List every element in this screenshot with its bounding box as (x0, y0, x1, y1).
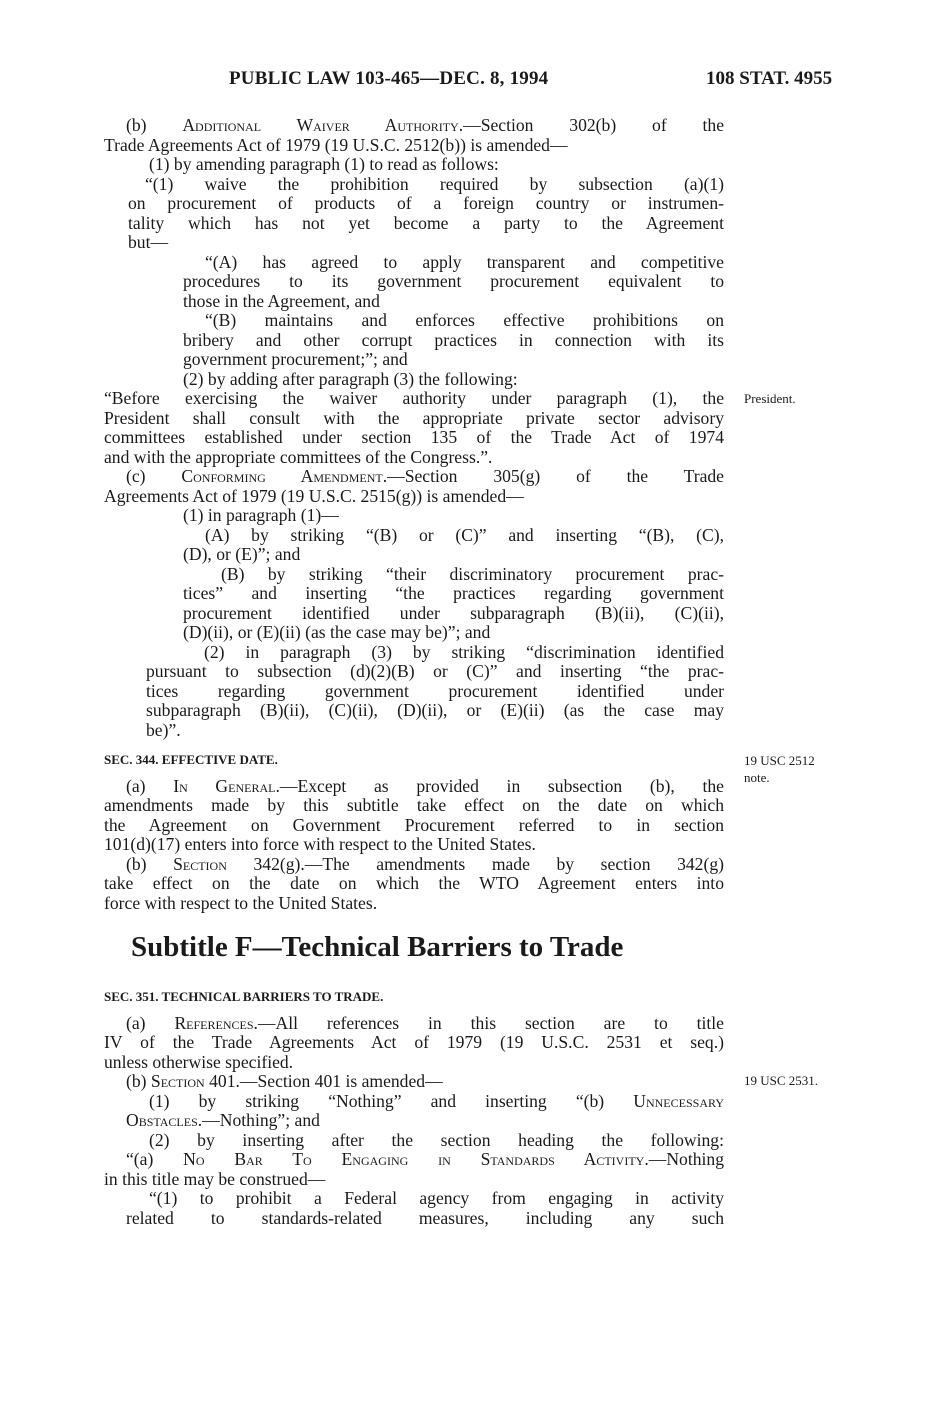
text-line: IV of the Trade Agreements Act of 1979 (19 U.S.C. 2531 et seq.) (104, 1033, 724, 1052)
text-line: (2) by inserting after the section heading the following: (149, 1130, 724, 1150)
text-line: bribery and other corrupt practices in connection with its (183, 330, 724, 350)
section-351 (104, 987, 724, 1228)
text-line: committees established under section 135 of the Trade Act of 1974 (104, 428, 724, 447)
text-line: 101(d)(17) enters into force with respect to the United States. (104, 834, 536, 854)
text-line: (B) by striking “their discriminatory procurement prac- (221, 564, 724, 584)
text-line: (1) in paragraph (1)— (183, 505, 339, 525)
section-heading: SEC. 344. EFFECTIVE DATE. (104, 752, 278, 767)
text-line: Agreements Act of 1979 (19 U.S.C. 2515(g)) is amended— (104, 485, 524, 506)
text-line: (2) in paragraph (3) by striking “discrimination identified (204, 642, 724, 662)
text-line: (a) References.—All references in this section are to title (126, 1013, 724, 1033)
margin-note-usc-2512-note: note. (744, 770, 770, 785)
text-line: (1) by amending paragraph (1) to read as follows: (149, 154, 499, 174)
text-line: (D)(ii), or (E)(ii) (as the case may be)”; and (183, 622, 491, 642)
text-line: (b) Section 342(g).—The amendments made by section 342(g) (126, 854, 724, 874)
text-line: tices” and inserting “the practices regarding government (183, 584, 724, 603)
text-line: “(1) to prohibit a Federal agency from engaging in activity (149, 1189, 724, 1208)
subsection-c-conforming (104, 467, 724, 740)
text-line: “(A) has agreed to apply transparent and competitive (205, 252, 724, 272)
text-line: pursuant to subsection (d)(2)(B) or (C)” and inserting “the prac- (146, 662, 724, 681)
text-line: be)”. (146, 719, 181, 740)
text-line: (2) by adding after paragraph (3) the following: (183, 368, 518, 389)
text-line: “Before exercising the waiver authority under paragraph (1), the (104, 389, 724, 408)
text-line: (c) Conforming Amendment.—Section 305(g) of the Trade (126, 467, 724, 486)
text-line: (A) by striking “(B) or (C)” and inserting “(B), (C), (205, 525, 724, 545)
text-line: “(B) maintains and enforces effective prohibitions on (205, 311, 724, 330)
text-line: (D), or (E)”; and (183, 544, 301, 564)
text-line: amendments made by this subtitle take effect on the date on which (104, 796, 724, 815)
text-line: (1) by striking “Nothing” and inserting “(b) Unnecessary (149, 1091, 724, 1111)
text-line: Obstacles.—Nothing”; and (126, 1110, 320, 1130)
section-heading: SEC. 351. TECHNICAL BARRIERS TO TRADE. (104, 989, 384, 1004)
text-line: “(a) No Bar To Engaging in Standards Activity.—Nothing (126, 1150, 724, 1169)
text-line: procurement identified under subparagraph (B)(ii), (C)(ii), (183, 603, 724, 623)
text-line: and with the appropriate committees of the Congress.”. (104, 446, 493, 467)
text-line: tality which has not yet become a party to the Agreement (128, 213, 724, 233)
text-line: President shall consult with the appropriate private sector advisory (104, 408, 724, 428)
text-line: “(1) waive the prohibition required by subsection (a)(1) (145, 174, 724, 194)
text-line: but— (128, 232, 169, 252)
text-line: tices regarding government procurement identified under (146, 681, 724, 701)
text-line: (b) Section 401.—Section 401 is amended— (126, 1071, 443, 1091)
margin-note-usc-2531: 19 USC 2531. (744, 1073, 819, 1088)
text-line: related to standards-related measures, including any such (126, 1208, 724, 1228)
text-line: on procurement of products of a foreign country or instrumen- (128, 194, 724, 213)
text-line: in this title may be construed— (104, 1168, 326, 1189)
text-line: take effect on the date on which the WTO Agreement enters into (104, 874, 724, 893)
text-line: government procurement;”; and (183, 349, 408, 369)
running-header-stat: 108 STAT. 4955 (706, 68, 833, 89)
subsection-b-waiver (104, 116, 724, 467)
text-line: the Agreement on Government Procurement referred to in section (104, 815, 724, 835)
text-line: those in the Agreement, and (183, 290, 380, 311)
text-line: (b) Additional Waiver Authority.—Section 302(b) of the (126, 116, 724, 135)
text-line: force with respect to the United States. (104, 892, 378, 913)
margin-note-usc-2512: 19 USC 2512 (744, 753, 815, 768)
text-line: Trade Agreements Act of 1979 (19 U.S.C. 2512(b)) is amended— (104, 134, 568, 155)
text-line: unless otherwise specified. (104, 1051, 294, 1072)
subtitle-heading: Subtitle F—Technical Barriers to Trade (131, 931, 624, 963)
margin-note-president: President. (744, 391, 796, 406)
text-line: (a) In General.—Except as provided in subsection (b), the (126, 776, 724, 796)
section-344 (104, 750, 724, 913)
running-header-law: PUBLIC LAW 103-465—DEC. 8, 1994 (229, 68, 549, 89)
text-line: procedures to its government procurement equivalent to (183, 272, 724, 291)
text-line: subparagraph (B)(ii), (C)(ii), (D)(ii), or (E)(ii) (as the case may (146, 701, 724, 720)
